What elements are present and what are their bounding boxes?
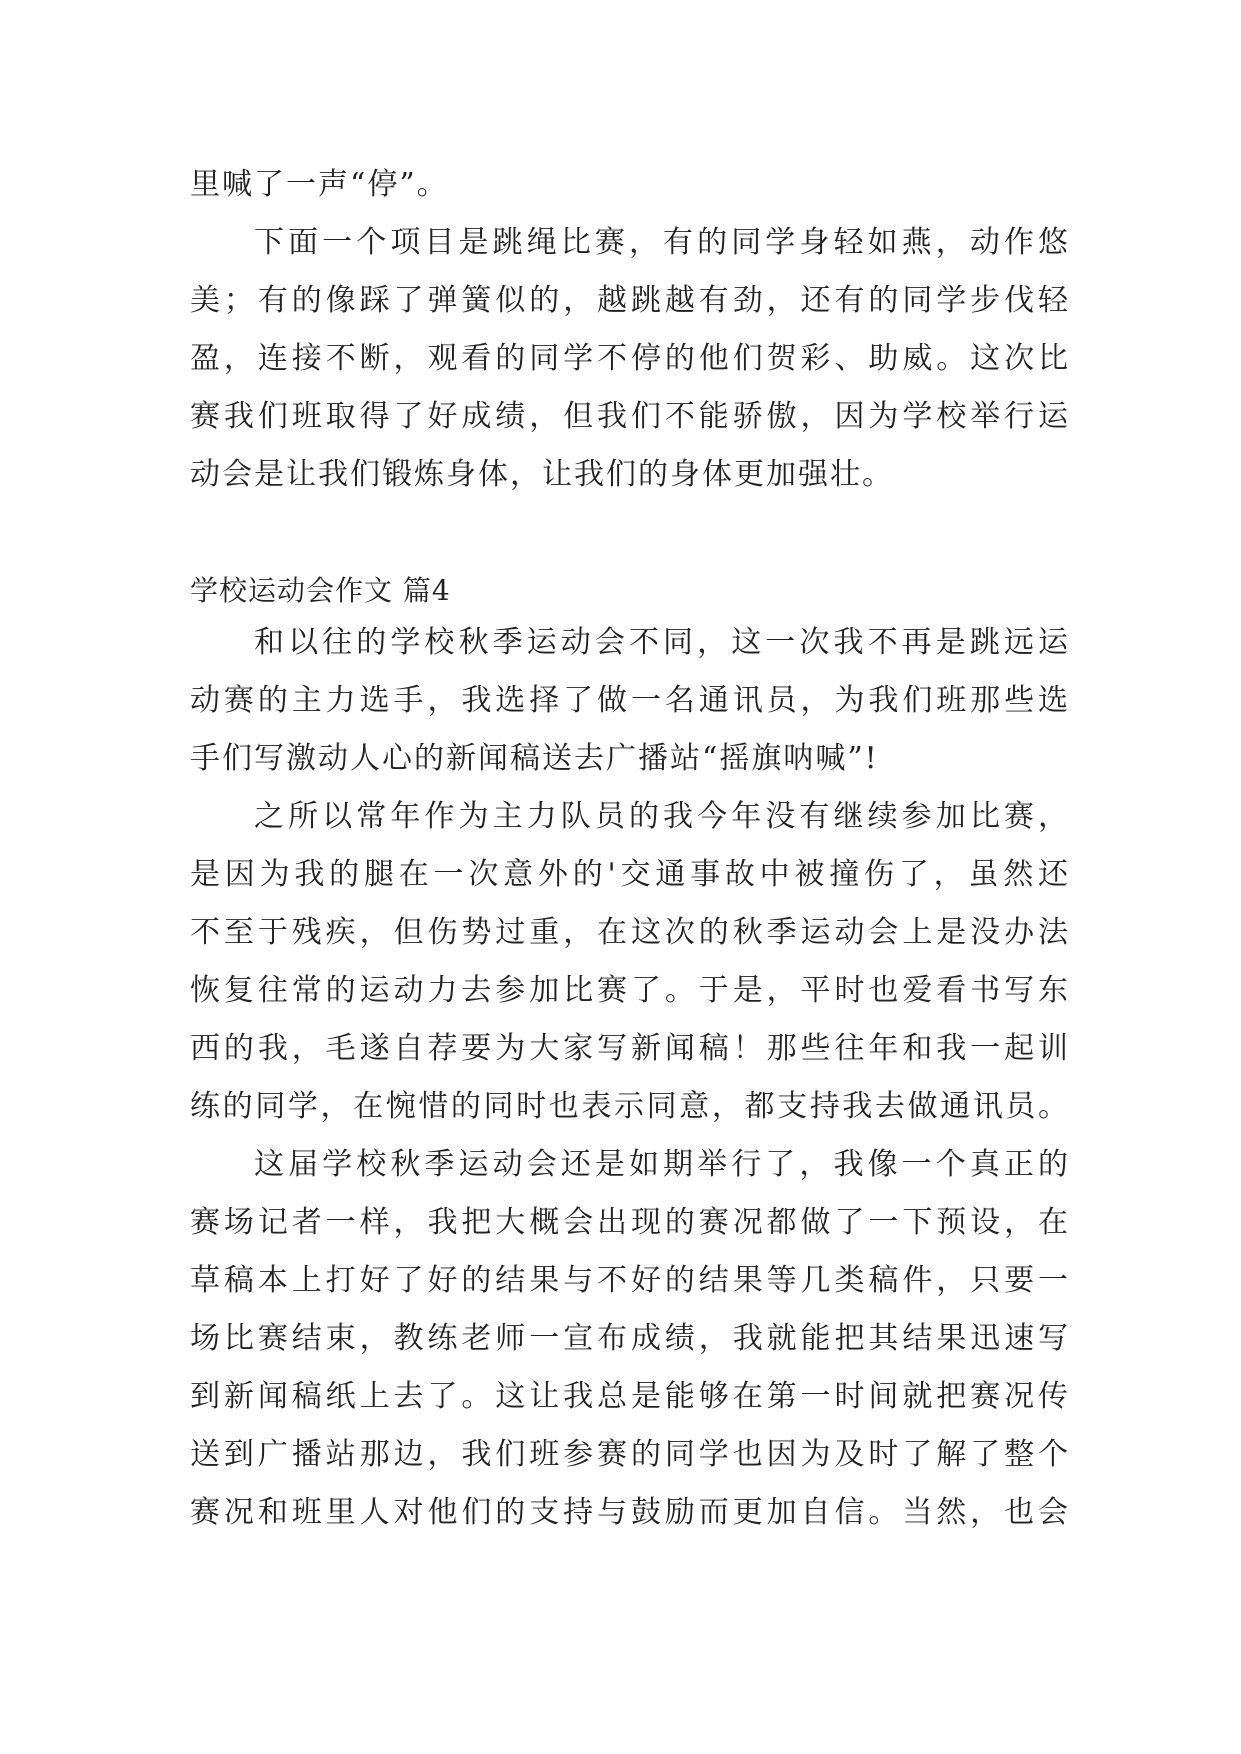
paragraph-injury [190,788,1070,1136]
paragraph-line: 赛场记者一样，我把大概会出现的赛况都做了一下预设，在 [190,1205,1070,1240]
paragraph-sports-meet [190,1136,1070,1542]
section-heading: 学校运动会作文 篇4 [190,574,451,607]
paragraph-line: 练的同学，在惋惜的同时也表示同意，都支持我去做通讯员。 [190,1089,1070,1124]
paragraph-line: 场比赛结束，教练老师一宣布成绩，我就能把其结果迅速写 [190,1321,1070,1356]
paragraph-line: 是因为我的腿在一次意外的'交通事故中被撞伤了，虽然还 [190,857,1070,892]
paragraph-line: 动会是让我们锻炼身体，让我们的身体更加强壮。 [190,457,894,492]
paragraph-line: 美；有的像踩了弹簧似的，越跳越有劲，还有的同学步伐轻 [190,283,1070,318]
paragraph-line: 手们写激动人心的新闻稿送去广播站“摇旗呐喊”! [190,741,879,776]
paragraph-line: 草稿本上打好了好的结果与不好的结果等几类稿件，只要一 [190,1263,1070,1298]
paragraph-line: 里喊了一声“停”。 [190,167,449,202]
paragraph-line: 赛我们班取得了好成绩，但我们不能骄傲，因为学校举行运 [190,399,1070,434]
paragraph-reporter-choice [190,614,1070,788]
paragraph-line: 恢复往常的运动力去参加比赛了。于是，平时也爱看书写东 [190,973,1070,1008]
paragraph-line: 盈，连接不断，观看的同学不停的他们贺彩、助威。这次比 [190,341,1070,376]
paragraph-line: 下面一个项目是跳绳比赛，有的同学身轻如燕，动作悠 [254,225,1070,260]
paragraph-line: 到新闻稿纸上去了。这让我总是能够在第一时间就把赛况传 [190,1379,1070,1414]
paragraph-jump-rope [190,214,1070,504]
paragraph-line: 动赛的主力选手，我选择了做一名通讯员，为我们班那些选 [190,683,1070,718]
paragraph-line: 不至于残疾，但伤势过重，在这次的秋季运动会上是没办法 [190,915,1070,950]
paragraph-line: 西的我，毛遂自荐要为大家写新闻稿！那些往年和我一起训 [190,1031,1070,1066]
paragraph-line: 这届学校秋季运动会还是如期举行了，我像一个真正的 [254,1147,1070,1182]
paragraph-line: 和以往的学校秋季运动会不同，这一次我不再是跳远运 [254,625,1070,660]
paragraph-line: 送到广播站那边，我们班参赛的同学也因为及时了解了整个 [190,1437,1070,1472]
paragraph-line: 赛况和班里人对他们的支持与鼓励而更加自信。当然，也会 [190,1495,1070,1530]
paragraph-line: 之所以常年作为主力队员的我今年没有继续参加比赛， [254,799,1070,834]
intro-paragraph [190,156,1070,214]
